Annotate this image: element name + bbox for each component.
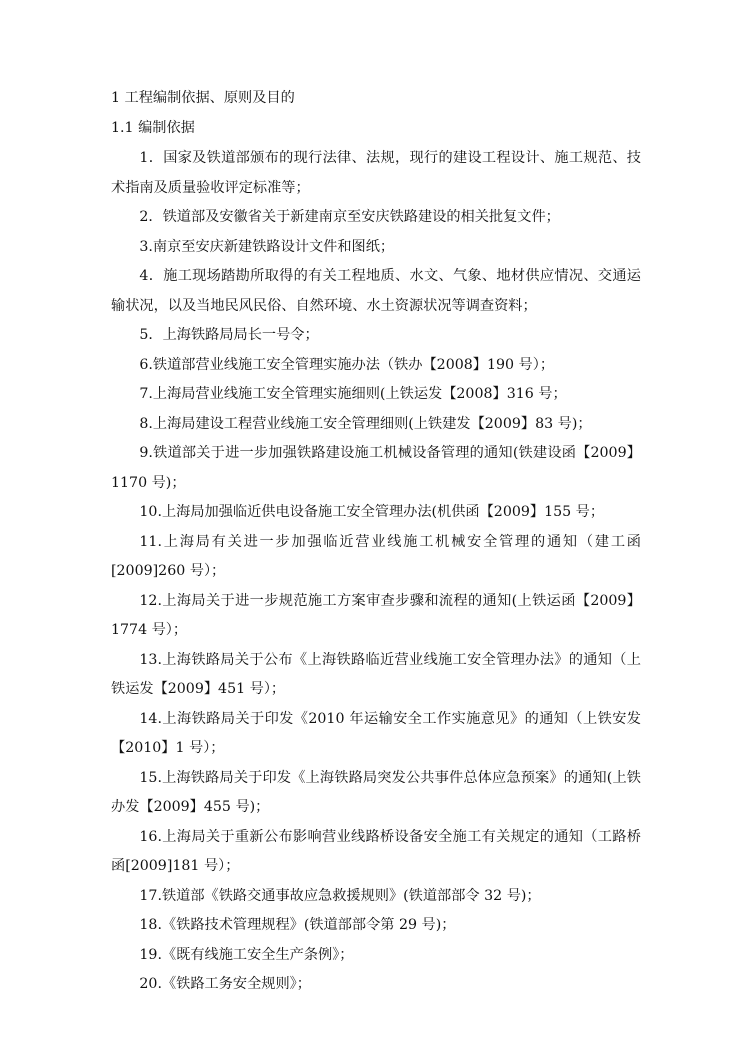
basis-item-2: 2．铁道部及安徽省关于新建南京至安庆铁路建设的相关批复文件； [139,209,560,225]
basis-item-3: 3.南京至安庆新建铁路设计文件和图纸； [139,238,395,255]
basis-item-16: 16.上海局关于重新公布影响营业线路桥设备安全施工有关规定的通知（工路桥函[2009]181 号）； [111,828,641,874]
basis-item-15: 15.上海铁路局关于印发《上海铁路局突发公共事件总体应急预案》的通知(上铁办发【2009】455 号)； [111,769,641,815]
basis-item-20: 20.《铁路工务安全规则》； [139,976,311,992]
basis-item-14: 14.上海铁路局关于印发《2010 年运输安全工作实施意见》的通知（上铁安发【2010】1 号）； [111,710,641,756]
basis-item-8: 8.上海局建设工程营业线施工安全管理细则(上铁建发【2009】83 号)； [139,415,592,432]
basis-item-7: 7.上海局营业线施工安全管理实施细则(上铁运发【2008】316 号； [139,386,567,402]
basis-item-11: 11.上海局有关进一步加强临近营业线施工机械安全管理的通知（建工函[2009]260 号）； [111,533,641,579]
basis-item-13: 13.上海铁路局关于公布《上海铁路临近营业线施工安全管理办法》的通知（上铁运发【2009】451 号）； [111,651,641,697]
basis-item-19: 19.《既有线施工安全生产条例》； [139,946,354,963]
basis-item-12: 12.上海局关于进一步规范施工方案审查步骤和流程的通知(上铁运函【2009】1774 号）； [111,592,641,638]
basis-item-5: 5．上海铁路局局长一号令； [139,327,319,343]
basis-item-17: 17.铁道部《铁路交通事故应急救援规则》(铁道部部令 32 号)； [139,887,541,904]
basis-item-6: 6.铁道部营业线施工安全管理实施办法（铁办【2008】190 号）； [139,356,555,373]
basis-item-1: 1．国家及铁道部颁布的现行法律、法规，现行的建设工程设计、施工规范、技术指南及质量验收评定标准等； [111,150,641,196]
section-heading: 1 工程编制依据、原则及目的 [111,90,295,106]
basis-item-10: 10.上海局加强临近供电设备施工安全管理办法(机供函【2009】155 号； [139,504,605,520]
basis-item-4: 4．施工现场踏勘所取得的有关工程地质、水文、气象、地材供应情况、交通运输状况，以及当地民风民俗、自然环境、水土资源状况等调查资料； [111,268,641,314]
document-body [111,86,641,1000]
basis-item-18: 18.《铁路技术管理规程》(铁道部部令第 29 号)； [139,917,456,933]
subsection-heading: 1.1 编制依据 [111,120,195,136]
basis-item-9: 9.铁道部关于进一步加强铁路建设施工机械设备管理的通知(铁建设函【2009】1170 号)； [111,445,641,491]
